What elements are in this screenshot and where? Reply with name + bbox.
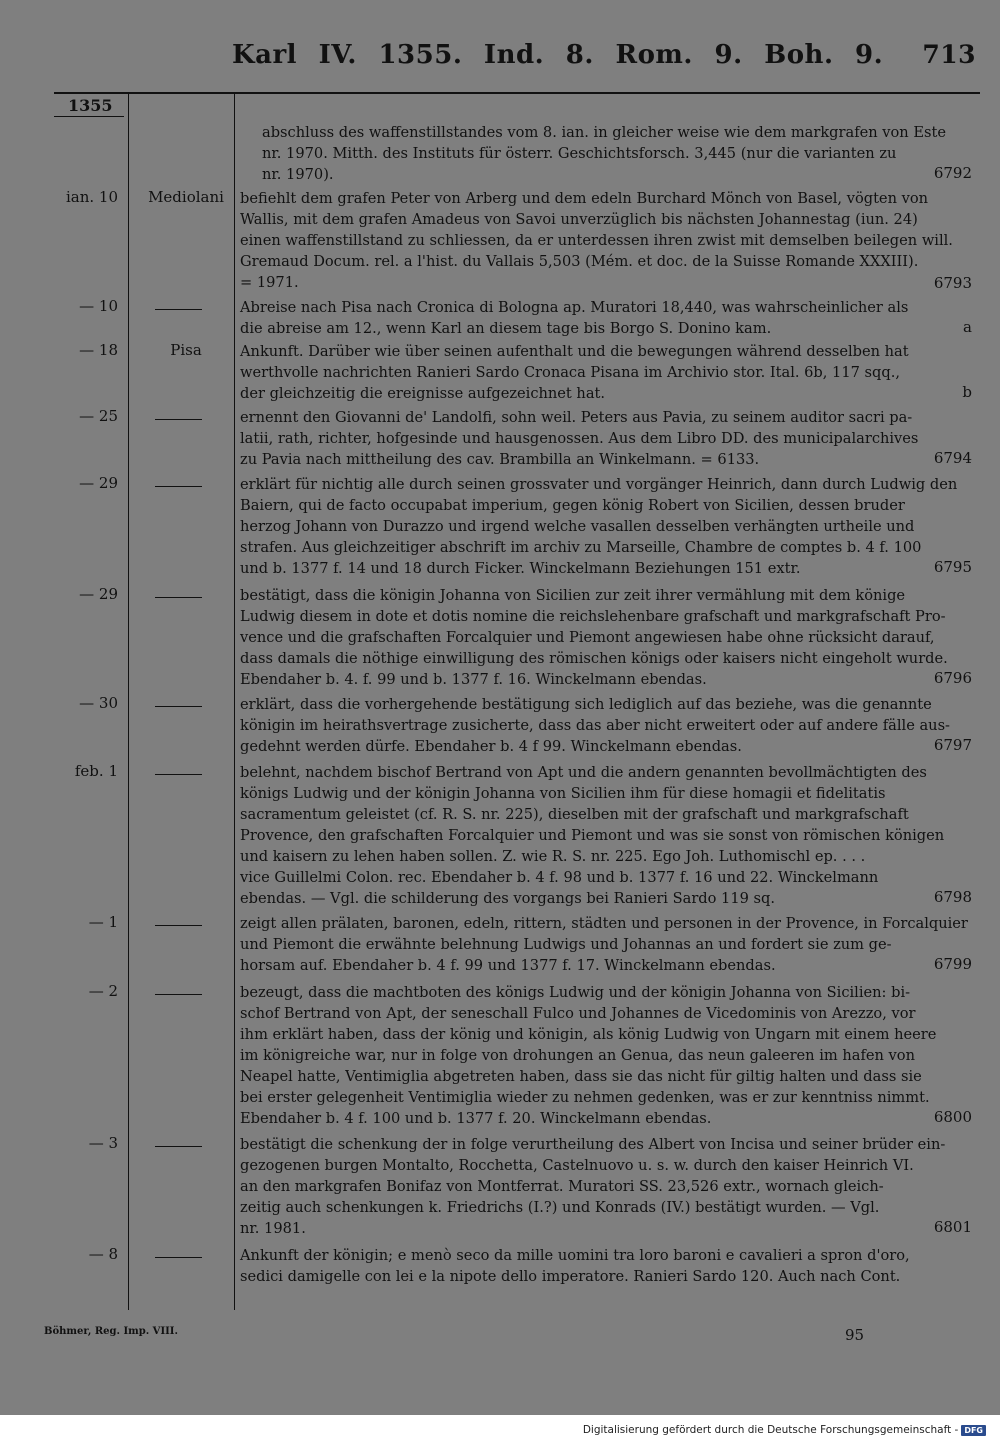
entry-number: 6794 — [933, 449, 972, 467]
entry-date: feb. 1 — [74, 762, 118, 780]
year-underline — [54, 116, 124, 117]
place-ditto-dash — [155, 994, 202, 995]
column-rule-right — [234, 94, 235, 1310]
entry-text: bestätigt die schenkung der in folge verurtheilung des Albert von Incisa und seiner brüder ein- gezogenen burgen Montalto, Rocchetta, Castelnuovo u. s. w. durch den kaiser Heinrich VI. an den markgrafen Bonifaz von Montferrat. Muratori SS. 23,526 extr., wornach gleich- zeitig auch schenkungen k. Friedrichs (I.?) und Konrads (IV.) bestätigt wurden. — Vgl. nr. 1981. — [240, 1136, 946, 1237]
entry-number: 6792 — [933, 164, 972, 182]
place-ditto-dash — [155, 597, 202, 598]
entry-number: 6799 — [933, 955, 972, 973]
funding-text: Digitalisierung gefördert durch die Deutsche Forschungsgemeinschaft - — [582, 1424, 959, 1436]
dfg-logo: DFG — [961, 1425, 986, 1436]
entry-date: — 10 — [79, 297, 118, 315]
entry-text: Abreise nach Pisa nach Cronica di Bologna ap. Muratori 18,440, was wahrscheinlicher als die abreise am 12., wenn Karl an diesem tage bis Borgo S. Donino kam. — [240, 299, 909, 337]
top-rule — [54, 92, 980, 94]
entry-number: 6795 — [933, 558, 972, 576]
year-label: 1355 — [68, 96, 113, 115]
entry-text: belehnt, nachdem bischof Bertrand von Apt und die andern genannten bevollmächtigten des königs Ludwig und der königin Johanna von Sicilien ihm für diese homagii et fidelitatis sacramentum geleistet (cf. R. S. nr. 225), dieselben mit der grafschaft und markgrafschaft Provence, den grafschaften Forcalquier und Piemont und was sie sonst von römischen königen und kaisern zu lehen haben sollen. Z. wie R. S. nr. 225. Ego Joh. Luthomischl ep. . . . vice Guillelmi Colon. rec. Ebendaher b. 4 f. 98 und b. 1377 f. 16 und 22. Winckelmann ebendas. — Vgl. die schilderung des vorgangs bei Ranieri Sardo 119 sq. — [240, 764, 945, 907]
entry-text: bestätigt, dass die königin Johanna von Sicilien zur zeit ihrer vermählung mit dem könige Ludwig diesem in dote et dotis nomine die reichslehenbare grafschaft und markgrafschaft Pro- vence und die grafschaften Forcalquier und Piemont angewiesen habe ohne rücksicht darauf, dass damals die nöthige einwilligung des römischen königs oder kaisers nicht eingeholt wurde. Ebendaher b. 4. f. 99 und b. 1377 f. 16. Winckelmann ebendas. — [240, 587, 948, 688]
funding-banner — [583, 1424, 986, 1436]
page-number: 713 — [922, 40, 976, 69]
place-ditto-dash — [155, 1146, 202, 1147]
entry-text: bezeugt, dass die machtboten des königs Ludwig und der königin Johanna von Sicilien: bi- schof Bertrand von Apt, der seneschall Fulco und Johannes de Vicedominis von Arezzo, vor ihm erklärt haben, dass der könig und königin, als könig Ludwig von Ungarn mit einem heere im königreiche war, nur in folge von drohungen an Genua, das neun galeeren im hafen von Neapel hatte, Ventimiglia abgetreten haben, dass sie das nicht für giltig halten und dass sie bei erster gelegenheit Ventimiglia wieder zu nehmen gedenken, was er zur kenntniss nimmt. Ebendaher b. 4 f. 100 und b. 1377 f. 20. Winckelmann ebendas. — [240, 984, 937, 1127]
entry-date: — 8 — [88, 1245, 118, 1263]
entry-text: zeigt allen prälaten, baronen, edeln, rittern, städten und personen in der Provence, in Forcalquier und Piemont die erwähnte belehnung Ludwigs und Johannas an und fordert sie zum ge- horsam auf. Ebendaher b. 4 f. 99 und 1377 f. 17. Winckelmann ebendas. — [240, 915, 968, 974]
entry-number: 6797 — [933, 736, 972, 754]
place-ditto-dash — [155, 774, 202, 775]
entry-text: erklärt für nichtig alle durch seinen grossvater und vorgänger Heinrich, dann durch Ludwig den Baiern, qui de facto occupabat imperium, gegen könig Robert von Sicilien, dessen bruder herzog Johann von Durazzo und irgend welche vasallen desselben verhängten urtheile und strafen. Aus gleichzeitiger abschrift im archiv zu Marseille, Chambre de comptes b. 4 f. 100 und b. 1377 f. 14 und 18 durch Ficker. Winckelmann Beziehungen 151 extr. — [240, 476, 958, 577]
entry-number: 6798 — [933, 888, 972, 906]
entry-date: — 29 — [79, 585, 118, 603]
place-ditto-dash — [155, 486, 202, 487]
place-ditto-dash — [155, 925, 202, 926]
entry-date: — 30 — [79, 694, 118, 712]
footer-signature: Böhmer, Reg. Imp. VIII. — [44, 1326, 178, 1337]
entry-date: — 29 — [79, 474, 118, 492]
entry-text: Ankunft der königin; e menò seco da mille uomini tra loro baroni e cavalieri a spron d'oro, sedici damigelle con lei e la nipote dello imperatore. Ranieri Sardo 120. Auch nach Cont. — [240, 1247, 910, 1285]
entry-letter: a — [963, 318, 972, 336]
running-header-title: Karl IV. 1355. Ind. 8. Rom. 9. Boh. 9. — [232, 40, 884, 70]
entry-date: — 25 — [79, 407, 118, 425]
entry-place: Mediolani — [148, 188, 224, 206]
entry-text: befiehlt dem grafen Peter von Arberg und dem edeln Burchard Mönch von Basel, vögten von Wallis, mit dem grafen Amadeus von Savoi unverzüglich bis nächsten Johannestag (iun. 24) einen waffenstillstand zu schliessen, da er unterdessen ihren zwist mit demselben beilegen will. Gremaud Docum. rel. a l'hist. du Vallais 5,503 (Mém. et doc. de la Suisse Romande XXXIII). = 1971. — [240, 190, 953, 291]
entry-text: erklärt, dass die vorhergehende bestätigung sich lediglich auf das beziehe, was die genannte königin im heirathsvertrage zusicherte, dass das aber nicht erweitert oder auf andere fälle aus- gedehnt werden dürfe. Ebendaher b. 4 f 99. Winckelmann ebendas. — [240, 696, 950, 755]
entry-date: — 3 — [88, 1134, 118, 1152]
entry-date: — 18 — [79, 341, 118, 359]
entry-text: Ankunft. Darüber wie über seinen aufenthalt und die bewegungen während desselben hat werthvolle nachrichten Ranieri Sardo Cronaca Pisana im Archivio stor. Ital. 6b, 117 sqq., der gleichzeitig die ereignisse aufgezeichnet hat. — [240, 343, 909, 402]
place-ditto-dash — [155, 1257, 202, 1258]
entry-place: Pisa — [170, 341, 202, 359]
entry-number: 6800 — [933, 1108, 972, 1126]
entry-number: 6801 — [933, 1218, 972, 1236]
column-rule-left — [128, 94, 129, 1310]
place-ditto-dash — [155, 706, 202, 707]
entry-number: 6796 — [933, 669, 972, 687]
entry-date: — 2 — [88, 982, 118, 1000]
entry-text: abschluss des waffenstillstandes vom 8. ian. in gleicher weise wie dem markgrafen von Este nr. 1970. Mitth. des Instituts für österr. Geschichtsforsch. 3,445 (nur die varianten zu nr. 1970). — [262, 124, 946, 183]
sheet-number: 95 — [845, 1326, 865, 1344]
entry-letter: b — [962, 383, 972, 401]
entry-text: ernennt den Giovanni de' Landolfi, sohn weil. Peters aus Pavia, zu seinem auditor sacri pa- latii, rath, richter, hofgesinde und hausgenossen. Aus dem Libro DD. des municipalarchives zu Pavia nach mittheilung des cav. Brambilla an Winkelmann. = 6133. — [240, 409, 919, 468]
entry-number: 6793 — [933, 274, 972, 292]
place-ditto-dash — [155, 419, 202, 420]
entry-date: ian. 10 — [65, 188, 118, 206]
entry-date: — 1 — [88, 913, 118, 931]
place-ditto-dash — [155, 309, 202, 310]
